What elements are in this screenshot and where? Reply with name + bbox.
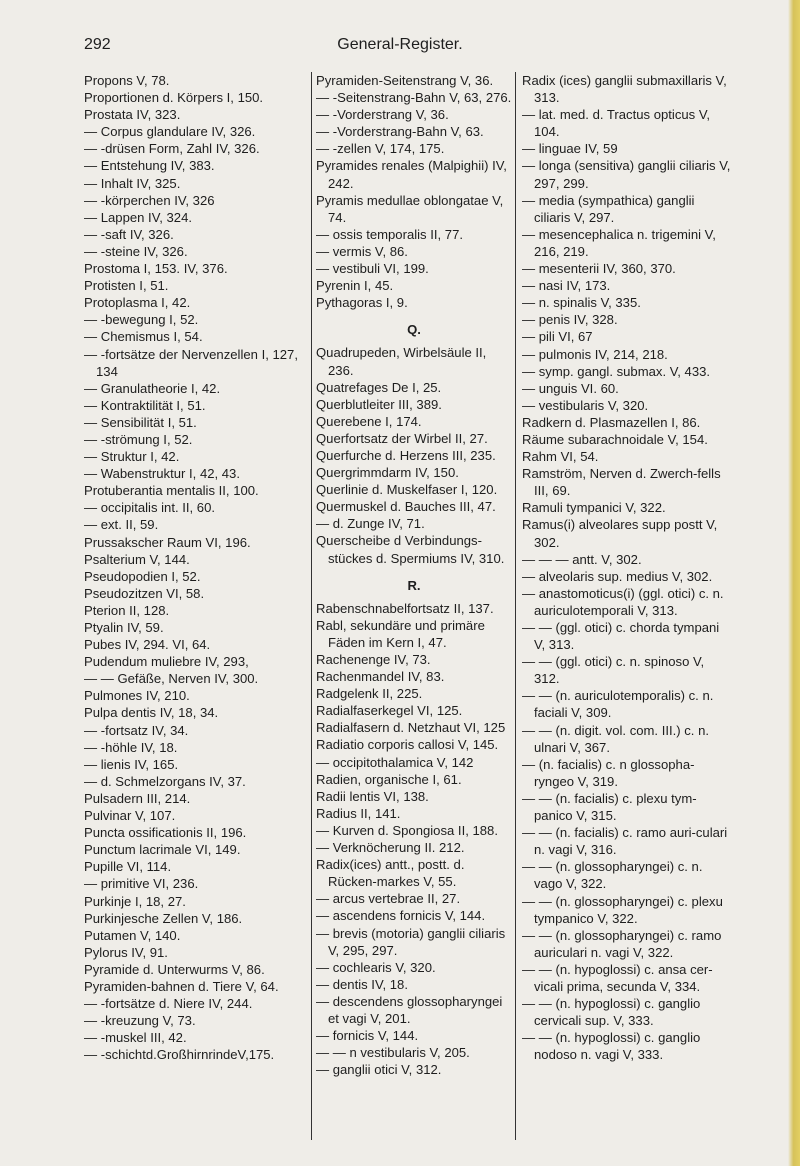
index-entry: Radix(ices) antt., postt. d. Rücken-markes V, 55. (316, 857, 465, 890)
index-entry: Propons V, 78. (84, 73, 170, 88)
index-entry: — -strömung I, 52. (84, 431, 193, 447)
index-entry: Proportionen d. Körpers I, 150. (84, 90, 264, 106)
index-entry: Ptyalin IV, 59. (84, 620, 164, 635)
index-entry: — Lappen IV, 324. (84, 209, 192, 225)
index-entry: — Verknöcherung II. 212. (316, 840, 465, 856)
index-entry: — occipitalis int. II, 60. (84, 500, 215, 516)
index-entry: Pterion II, 128. (84, 602, 170, 618)
index-entry: Rabenschnabelfortsatz II, 137. (316, 600, 494, 616)
index-entry: Querscheibe d Verbindungs-stückes d. Spermiums IV, 310. (316, 533, 505, 566)
index-entry: Radien, organische I, 61. (316, 771, 462, 787)
index-entry: — (n. facialis) c. n glossopha-ryngeo V, 319. (522, 756, 695, 789)
index-entry: Pseudopodien I, 52. (84, 568, 201, 584)
index-entry: — -Seitenstrang-Bahn V, 63, 276. (316, 90, 512, 106)
index-entry: — vermis V, 86. (316, 243, 408, 259)
index-entry: — — (n. glossopharyngei) c. n. vago V, 322. (522, 859, 703, 892)
index-entry: Pyramide d. Unterwurms V, 86. (84, 961, 265, 977)
page-header (0, 36, 800, 60)
index-entry: Pylorus IV, 91. (84, 944, 168, 960)
index-entry: Putamen V, 140. (84, 927, 181, 943)
index-entry: — — (ggl. otici) c. n. spinoso V, 312. (522, 654, 705, 687)
index-entry: Querlinie d. Muskelfaser I, 120. (316, 482, 498, 498)
index-entry: Radii lentis VI, 138. (316, 788, 429, 804)
index-entry: — vestibuli VI, 199. (316, 261, 429, 277)
index-entry: — symp. gangl. submax. V, 433. (522, 363, 711, 379)
index-entry: — Kurven d. Spongiosa II, 188. (316, 822, 498, 838)
index-entry: — Granulatheorie I, 42. (84, 380, 221, 396)
index-entry: — Corpus glandulare IV, 326. (84, 124, 256, 140)
index-column-2 (316, 72, 512, 1078)
index-entry: Prostoma I, 153. IV, 376. (84, 261, 228, 277)
index-entry: Radkern d. Plasmazellen I, 86. (522, 414, 701, 430)
index-entry: — -bewegung I, 52. (84, 312, 199, 328)
index-entry: — Inhalt IV, 325. (84, 175, 181, 191)
index-entry: — n. spinalis V, 335. (522, 295, 641, 311)
index-entry: Querebene I, 174. (316, 413, 422, 429)
index-entry: Rabl, sekundäre und primäre Fäden im Kern I, 47. (316, 617, 485, 650)
index-entry: — — (n. auriculotemporalis) c. n. faciali V, 309. (522, 688, 714, 721)
index-entry: Pulsadern III, 214. (84, 790, 191, 806)
index-entry: Pyrenin I, 45. (316, 278, 394, 294)
index-entry: — arcus vertebrae II, 27. (316, 891, 461, 907)
index-entry: — — (n. hypoglossi) c. ansa cer-vicali prima, secunda V, 334. (522, 961, 713, 994)
index-column-3 (522, 72, 732, 1063)
index-entry: Rachenenge IV, 73. (316, 652, 431, 667)
index-entry: Radgelenk II, 225. (316, 686, 423, 702)
index-entry: Pubes IV, 294. VI, 64. (84, 637, 211, 653)
index-entry: — pulmonis IV, 214, 218. (522, 346, 668, 362)
index-entry: — Entstehung IV, 383. (84, 158, 215, 174)
index-entry: Querfurche d. Herzens III, 235. (316, 447, 496, 463)
index-entry: Punctum lacrimale VI, 149. (84, 842, 241, 858)
index-entry: Radiatio corporis callosi V, 145. (316, 737, 499, 753)
index-entry: — — (n. facialis) c. ramo auri-culari n. vagi V, 316. (522, 825, 728, 858)
index-entry: — -Vorderstrang V, 36. (316, 107, 449, 123)
index-entry: Quermuskel d. Bauches III, 47. (316, 499, 496, 515)
index-entry: — lat. med. d. Tractus opticus V, 104. (522, 107, 711, 140)
index-entry: — -fortsätze der Nervenzellen I, 127, 134 (84, 346, 298, 379)
index-entry: — — Gefäße, Nerven IV, 300. (84, 671, 259, 687)
index-entry: — -Vorderstrang-Bahn V, 63. (316, 124, 484, 140)
page-number: 292 (84, 36, 111, 53)
index-entry: — — (n. hypoglossi) c. ganglio cervicali sup. V, 333. (522, 996, 701, 1029)
index-entry: — vestibularis V, 320. (522, 397, 649, 413)
index-entry: — nasi IV, 173. (522, 278, 611, 294)
index-entry: Querfortsatz der Wirbel II, 27. (316, 430, 488, 446)
index-entry: Querblutleiter III, 389. (316, 396, 442, 412)
index-entry: Pulpa dentis IV, 18, 34. (84, 705, 219, 721)
index-entry: — mesencephalica n. trigemini V, 216, 219. (522, 226, 716, 259)
index-entry: — -höhle IV, 18. (84, 739, 178, 755)
index-entry: Ramus(i) alveolares supp postt V, 302. (522, 517, 718, 550)
index-entry: Prussakscher Raum VI, 196. (84, 534, 251, 550)
index-entry: Rahm VI, 54. (522, 449, 599, 465)
column-divider (311, 72, 312, 1140)
index-entry: — media (sympathica) ganglii ciliaris V, 297. (522, 192, 695, 225)
index-entry: — -kreuzung V, 73. (84, 1013, 196, 1029)
index-entry: — primitive VI, 236. (84, 876, 199, 892)
index-entry: — — n vestibularis V, 205. (316, 1045, 470, 1061)
index-entry: — Sensibilität I, 51. (84, 414, 197, 430)
index-entry: — occipitothalamica V, 142 (316, 754, 474, 770)
index-entry: Räume subarachnoidale V, 154. (522, 431, 708, 447)
index-entry: — mesenterii IV, 360, 370. (522, 261, 676, 277)
index-entry: — ossis temporalis II, 77. (316, 226, 463, 242)
index-entry: — Kontraktilität I, 51. (84, 397, 206, 413)
section-letter: R. (407, 577, 421, 593)
index-entry: — brevis (motoria) ganglii ciliaris V, 295, 297. (316, 925, 506, 958)
index-entry: Ramuli tympanici V, 322. (522, 500, 666, 516)
index-entry: — -schichtd.GroßhirnrindeV,175. (84, 1047, 275, 1063)
index-entry: — -saft IV, 326. (84, 226, 174, 242)
index-entry: — — (n. glossopharyngei) c. plexu tympanico V, 322. (522, 893, 723, 926)
index-entry: — d. Zunge IV, 71. (316, 516, 425, 532)
index-entry: — — (n. facialis) c. plexu tym-panico V, 315. (522, 790, 697, 824)
index-entry: Pulvinar V, 107. (84, 808, 176, 824)
index-entry: Quadrupeden, Wirbelsäule II, 236. (316, 345, 487, 378)
index-entry: Psalterium V, 144. (84, 551, 190, 567)
index-entry: Radius II, 141. (316, 805, 401, 821)
index-entry: Pudendum muliebre IV, 293, (84, 654, 249, 670)
index-entry: — lienis IV, 165. (84, 756, 179, 772)
index-entry: Pyramiden-Seitenstrang V, 36. (316, 73, 494, 88)
index-entry: Pyramides renales (Malpighii) IV, 242. (316, 158, 507, 191)
index-entry: — fornicis V, 144. (316, 1028, 419, 1044)
index-entry: Quatrefages De I, 25. (316, 379, 442, 395)
index-entry: — — (ggl. otici) c. chorda tympani V, 313. (522, 620, 720, 653)
index-entry: Purkinje I, 18, 27. (84, 893, 186, 909)
index-entry: Radialfaserkegel VI, 125. (316, 703, 463, 719)
index-entry: Quergrimmdarm IV, 150. (316, 465, 459, 481)
index-entry: — -muskel III, 42. (84, 1030, 187, 1046)
index-entry: — anastomoticus(i) (ggl. otici) c. n. auriculotemporali V, 313. (522, 585, 724, 618)
index-entry: — Struktur I, 42. (84, 449, 180, 465)
index-entry: Ramström, Nerven d. Zwerch-fells III, 69. (522, 466, 721, 499)
index-entry: — — (n. hypoglossi) c. ganglio nodoso n. vagi V, 333. (522, 1030, 701, 1063)
index-entry: Pulmones IV, 210. (84, 688, 190, 704)
index-entry: — -zellen V, 174, 175. (316, 141, 445, 157)
index-entry: — — (n. glossopharyngei) c. ramo auriculari n. vagi V, 322. (522, 927, 722, 960)
index-entry: — ascendens fornicis V, 144. (316, 908, 486, 924)
index-entry: — — (n. digit. vol. com. III.) c. n. ulnari V, 367. (522, 722, 709, 755)
index-entry: — -steine IV, 326. (84, 243, 188, 259)
index-entry: — ext. II, 59. (84, 517, 159, 533)
index-entry: — — — antt. V, 302. (522, 551, 642, 567)
index-entry: Protisten I, 51. (84, 278, 169, 294)
running-title: General-Register. (337, 36, 463, 53)
index-entry: — d. Schmelzorgans IV, 37. (84, 773, 246, 789)
index-entry: — cochlearis V, 320. (316, 959, 436, 975)
index-entry: — -drüsen Form, Zahl IV, 326. (84, 141, 260, 157)
section-letter: Q. (407, 322, 421, 338)
index-entry: — descendens glossopharyngei et vagi V, 201. (316, 993, 503, 1026)
index-entry: Pythagoras I, 9. (316, 295, 408, 311)
index-entry: Protoplasma I, 42. (84, 295, 191, 311)
index-entry: Radialfasern d. Netzhaut VI, 125 (316, 720, 506, 736)
index-entry: — -fortsätze d. Niere IV, 244. (84, 996, 253, 1012)
index-entry: — -fortsatz IV, 34. (84, 722, 189, 738)
index-entry: Rachenmandel IV, 83. (316, 669, 445, 685)
index-entry: — dentis IV, 18. (316, 976, 408, 992)
index-entry: — Wabenstruktur I, 42, 43. (84, 466, 240, 482)
index-entry: — alveolaris sup. medius V, 302. (522, 568, 713, 584)
index-column-1 (84, 72, 306, 1063)
column-divider (515, 72, 516, 1140)
index-entry: — -körperchen IV, 326 (84, 192, 215, 208)
index-entry: — linguae IV, 59 (522, 141, 618, 157)
index-entry: Puncta ossificationis II, 196. (84, 825, 247, 841)
page-edge (788, 0, 800, 1166)
index-entry: Protuberantia mentalis II, 100. (84, 483, 259, 499)
index-entry: Prostata IV, 323. (84, 107, 181, 123)
index-entry: Purkinjesche Zellen V, 186. (84, 910, 243, 926)
index-entry: — longa (sensitiva) ganglii ciliaris V, 297, 299. (522, 158, 731, 191)
index-entry: — Chemismus I, 54. (84, 329, 203, 345)
index-entry: — unguis VI. 60. (522, 380, 619, 396)
index-entry: Pupille VI, 114. (84, 859, 172, 875)
index-entry: — ganglii otici V, 312. (316, 1062, 442, 1078)
index-entry: — penis IV, 328. (522, 312, 618, 328)
index-entry: Pseudozitzen VI, 58. (84, 585, 205, 601)
index-entry: — pili VI, 67 (522, 329, 593, 345)
index-entry: Pyramis medullae oblongatae V, 74. (316, 192, 504, 225)
index-entry: Radix (ices) ganglii submaxillaris V, 313. (522, 73, 727, 106)
index-entry: Pyramiden-bahnen d. Tiere V, 64. (84, 978, 279, 994)
